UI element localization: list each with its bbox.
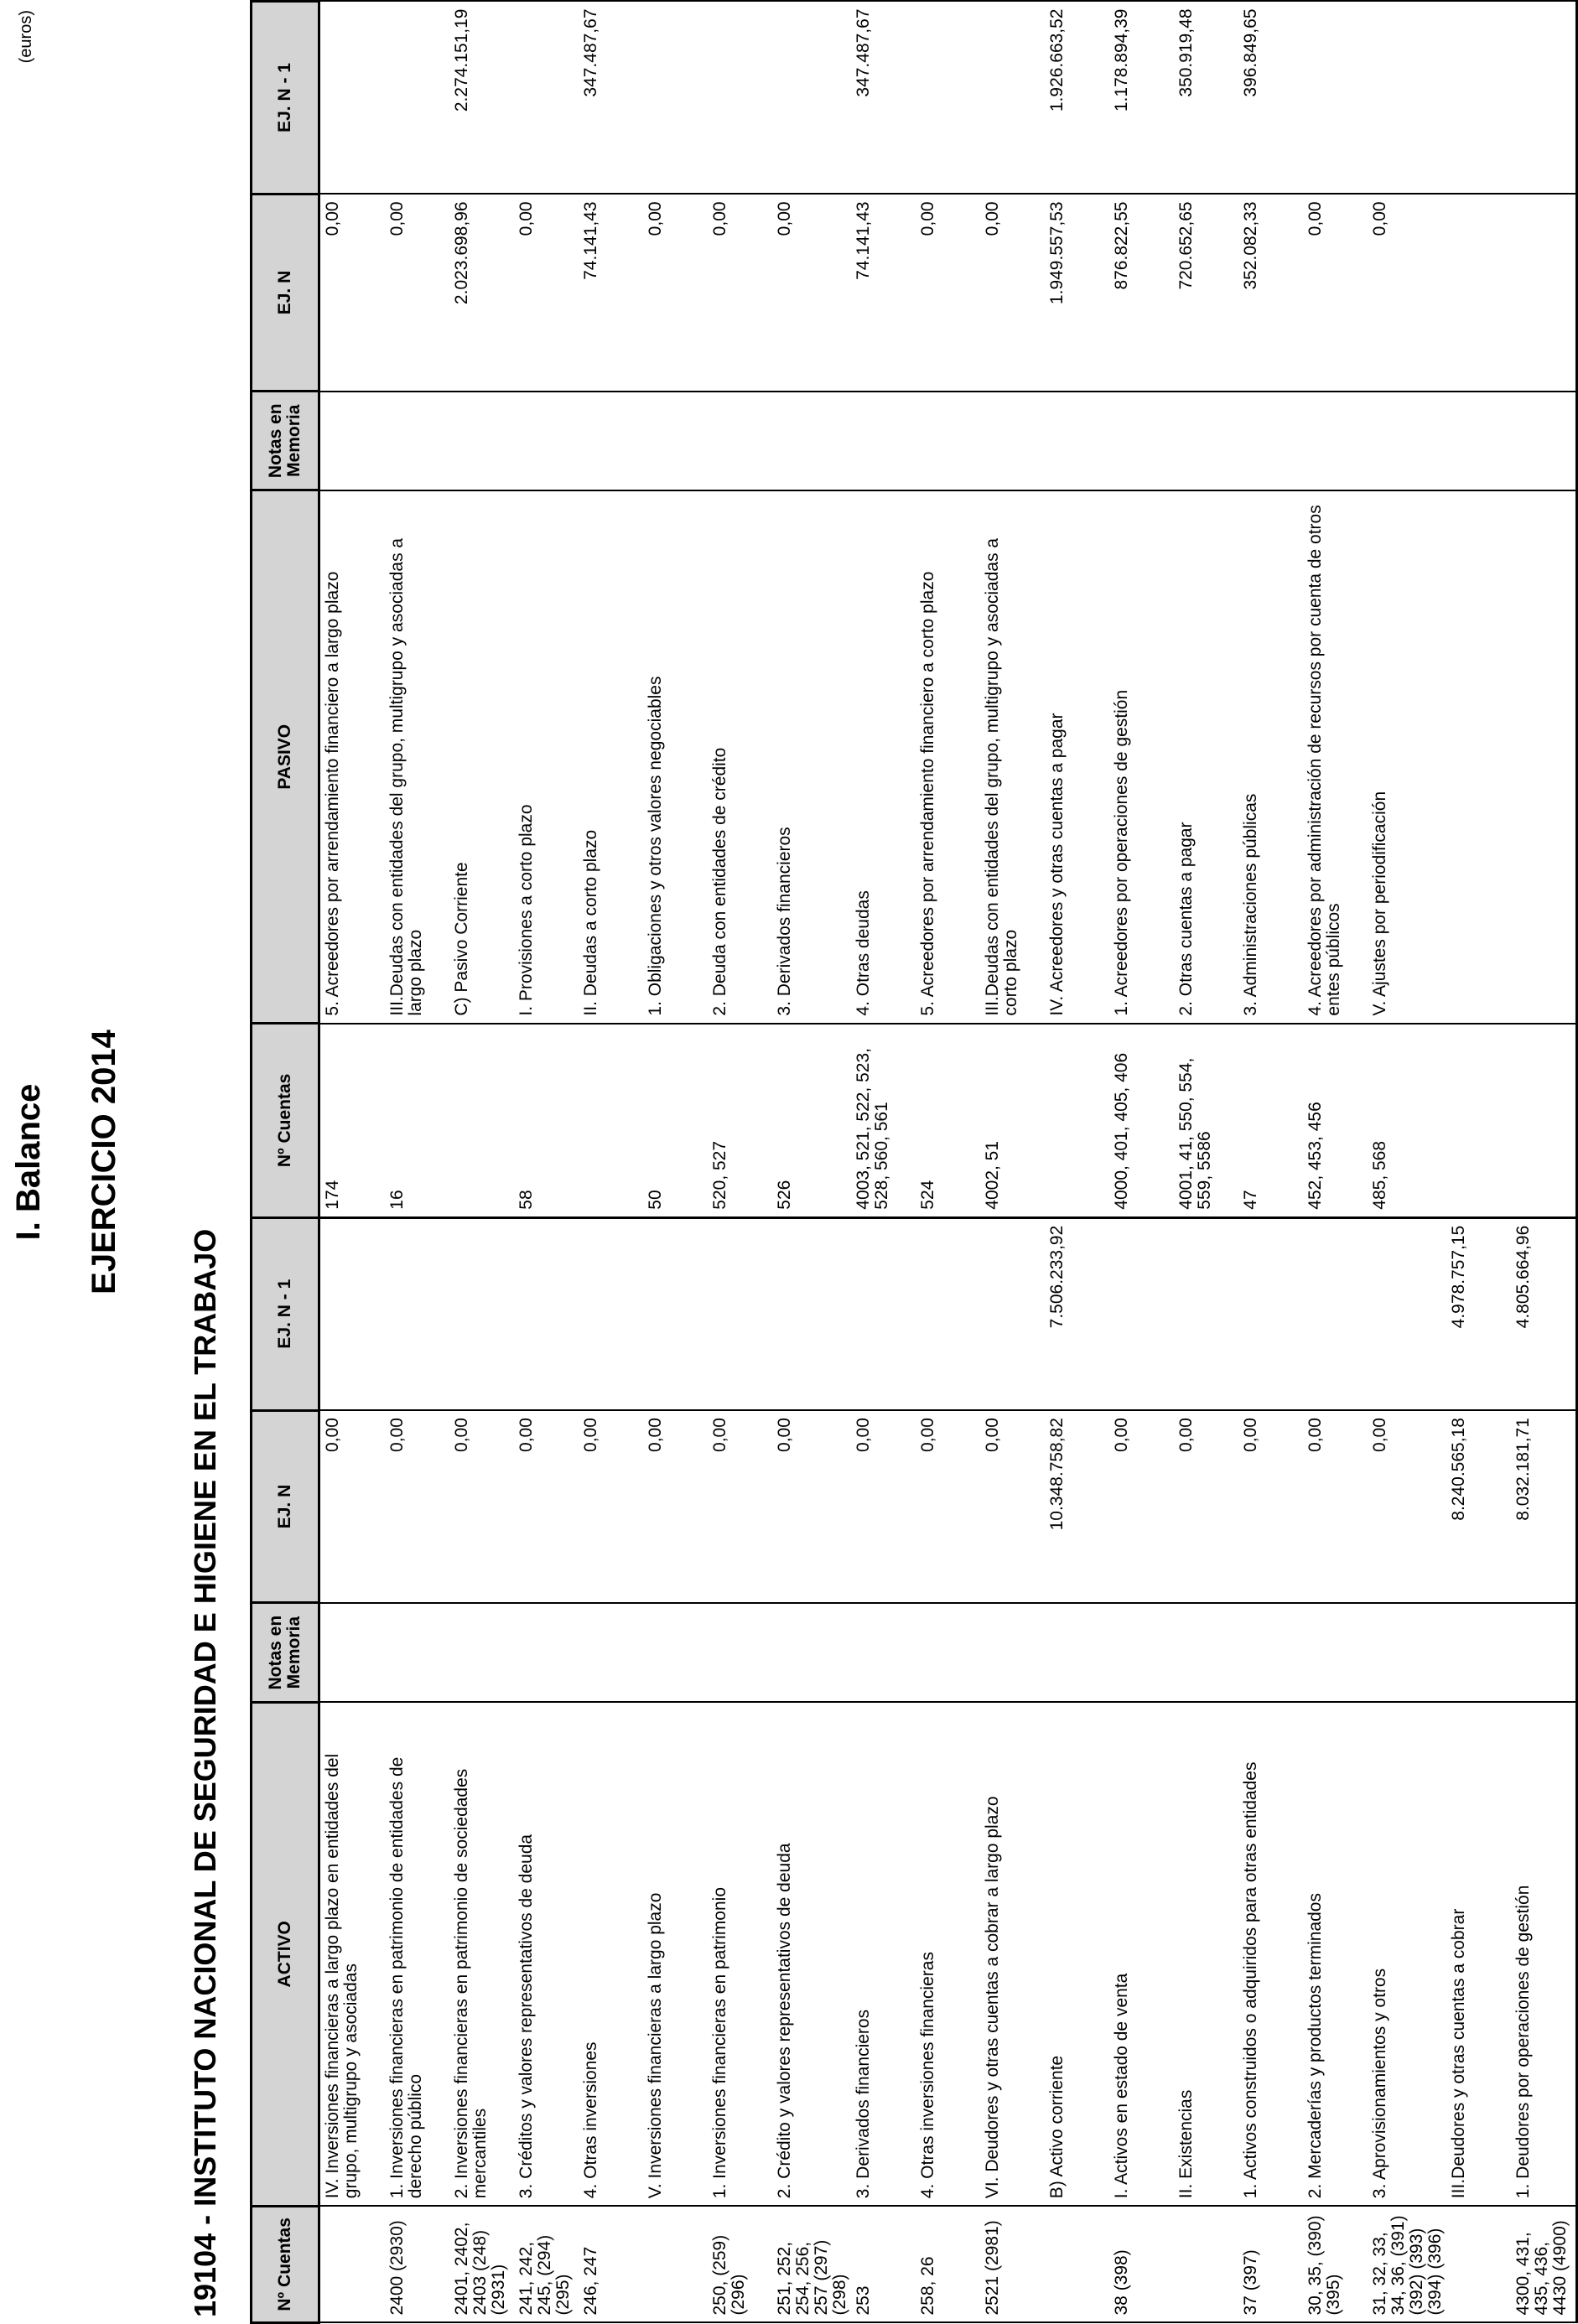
pasivo-ejn-cell: 1.949.557,53: [1045, 194, 1109, 391]
activo-ejn-cell: 0,00: [643, 1410, 708, 1603]
activo-cuentas-cell: 253: [851, 2206, 916, 2322]
pasivo-ejn1-cell: 2.274.151,19: [449, 2, 514, 195]
pasivo-cuentas-cell: 526: [772, 1024, 851, 1218]
pasivo-notas-cell: [1238, 392, 1303, 490]
pasivo-cuentas-cell: [1446, 1024, 1511, 1218]
pasivo-ejn-cell: 0,00: [385, 194, 449, 391]
activo-description-cell: 1. Activos construidos o adquiridos para otras entidades: [1238, 1702, 1303, 2206]
pasivo-description-cell: 4. Otras deudas: [851, 490, 916, 1024]
pasivo-ejn1-cell: 1.178.894,39: [1109, 2, 1174, 195]
activo-ejn-cell: 8.032.181,71: [1511, 1410, 1577, 1603]
pasivo-ejn-cell: 2.023.698,96: [449, 194, 514, 391]
activo-description-cell: IV. Inversiones financieras a largo plazo en entidades del grupo, multigrupo y asociadas: [319, 1702, 386, 2206]
activo-description-cell: V. Inversiones financieras a largo plazo: [643, 1702, 708, 2206]
pasivo-ejn1-cell: [916, 2, 980, 195]
pasivo-cuentas-cell: 4000, 401, 405, 406: [1109, 1024, 1174, 1218]
activo-description-cell: VI. Deudores y otras cuentas a cobrar a largo plazo: [980, 1702, 1045, 2206]
activo-notas-cell: [643, 1603, 708, 1702]
header-activo-cuentas: Nº Cuentas: [252, 2206, 319, 2322]
pasivo-ejn1-cell: [319, 2, 386, 195]
activo-cuentas-cell: 31, 32, 33, 34, 36, (391) (392) (393) (394) (396): [1368, 2206, 1446, 2322]
table-row: [980, 2, 1045, 2323]
activo-ejn-cell: 0,00: [772, 1410, 851, 1603]
activo-ejn-cell: 0,00: [1174, 1410, 1238, 1603]
activo-ejn1-cell: [1238, 1217, 1303, 1410]
pasivo-notas-cell: [385, 392, 449, 490]
pasivo-description-cell: 1. Acreedores por operaciones de gestión: [1109, 490, 1174, 1024]
activo-cuentas-cell: 4300, 431, 435, 436, 4430 (4900): [1511, 2206, 1577, 2322]
pasivo-description-cell: I. Provisiones a corto plazo: [514, 490, 579, 1024]
activo-ejn-cell: 0,00: [449, 1410, 514, 1603]
pasivo-cuentas-cell: 50: [643, 1024, 708, 1218]
pasivo-cuentas-cell: 47: [1238, 1024, 1303, 1218]
pasivo-description-cell: 3. Administraciones públicas: [1238, 490, 1303, 1024]
pasivo-ejn1-cell: [643, 2, 708, 195]
table-row: [579, 2, 643, 2323]
header-pasivo-ejn: EJ. N: [252, 194, 319, 391]
activo-cuentas-cell: 241, 242, 245, (294) (295): [514, 2206, 579, 2322]
pasivo-ejn-cell: [1511, 194, 1577, 391]
activo-ejn-cell: 0,00: [851, 1410, 916, 1603]
activo-description-cell: II. Existencias: [1174, 1702, 1238, 2206]
pasivo-notas-cell: [1045, 392, 1109, 490]
pasivo-description-cell: V. Ajustes por periodificación: [1368, 490, 1446, 1024]
table-row: [1109, 2, 1174, 2323]
activo-ejn-cell: 0,00: [579, 1410, 643, 1603]
pasivo-ejn-cell: 0,00: [1368, 194, 1446, 391]
activo-notas-cell: [1368, 1603, 1446, 1702]
activo-notas-cell: [449, 1603, 514, 1702]
pasivo-notas-cell: [514, 392, 579, 490]
activo-ejn1-cell: [1368, 1217, 1446, 1410]
activo-cuentas-cell: 38 (398): [1109, 2206, 1174, 2322]
pasivo-notas-cell: [916, 392, 980, 490]
activo-notas-cell: [851, 1603, 916, 1702]
pasivo-ejn-cell: 0,00: [916, 194, 980, 391]
pasivo-cuentas-cell: [1045, 1024, 1109, 1218]
pasivo-cuentas-cell: 4001, 41, 550, 554, 559, 5586: [1174, 1024, 1238, 1218]
activo-ejn-cell: 0,00: [916, 1410, 980, 1603]
header-activo: ACTIVO: [252, 1702, 319, 2206]
report-year: EJERCICIO 2014: [86, 1030, 122, 1294]
activo-description-cell: 4. Otras inversiones: [579, 1702, 643, 2206]
pasivo-ejn1-cell: 1.926.663,52: [1045, 2, 1109, 195]
activo-cuentas-cell: [319, 2206, 386, 2322]
pasivo-cuentas-cell: 4003, 521, 522, 523, 528, 560, 561: [851, 1024, 916, 1218]
pasivo-ejn1-cell: 347.487,67: [579, 2, 643, 195]
activo-cuentas-cell: 246, 247: [579, 2206, 643, 2322]
pasivo-cuentas-cell: 16: [385, 1024, 449, 1218]
pasivo-description-cell: II. Deudas a corto plazo: [579, 490, 643, 1024]
table-row: [643, 2, 708, 2323]
pasivo-ejn-cell: 0,00: [643, 194, 708, 391]
activo-cuentas-cell: 30, 35, (390) (395): [1303, 2206, 1368, 2322]
pasivo-notas-cell: [449, 392, 514, 490]
pasivo-ejn-cell: [1446, 194, 1511, 391]
activo-description-cell: 3. Derivados financieros: [851, 1702, 916, 2206]
activo-description-cell: I. Activos en estado de venta: [1109, 1702, 1174, 2206]
pasivo-notas-cell: [980, 392, 1045, 490]
table-row: [449, 2, 514, 2323]
currency-units: (euros): [17, 10, 35, 64]
pasivo-cuentas-cell: 520, 527: [708, 1024, 772, 1218]
pasivo-ejn-cell: 876.822,55: [1109, 194, 1174, 391]
activo-ejn1-cell: [772, 1217, 851, 1410]
activo-ejn-cell: 0,00: [1109, 1410, 1174, 1603]
table-row: [1045, 2, 1109, 2323]
pasivo-ejn1-cell: 347.487,67: [851, 2, 916, 195]
pasivo-description-cell: III.Deudas con entidades del grupo, multigrupo y asociadas a corto plazo: [980, 490, 1045, 1024]
activo-ejn1-cell: 4.978.757,15: [1446, 1217, 1511, 1410]
pasivo-notas-cell: [1446, 392, 1511, 490]
pasivo-ejn-cell: 0,00: [980, 194, 1045, 391]
activo-description-cell: 4. Otras inversiones financieras: [916, 1702, 980, 2206]
activo-notas-cell: [579, 1603, 643, 1702]
pasivo-cuentas-cell: 485, 568: [1368, 1024, 1446, 1218]
activo-description-cell: 2. Inversiones financieras en patrimonio de sociedades mercantiles: [449, 1702, 514, 2206]
activo-description-cell: 1. Inversiones financieras en patrimonio: [708, 1702, 772, 2206]
activo-ejn-cell: 0,00: [319, 1410, 386, 1603]
activo-cuentas-cell: 2401, 2402, 2403 (248) (2931): [449, 2206, 514, 2322]
header-pasivo-cuentas: Nº Cuentas: [252, 1024, 319, 1218]
pasivo-ejn1-cell: 396.849,65: [1238, 2, 1303, 195]
table-row: [514, 2, 579, 2323]
table-row: [385, 2, 449, 2323]
activo-cuentas-cell: 258, 26: [916, 2206, 980, 2322]
activo-notas-cell: [1045, 1603, 1109, 1702]
pasivo-ejn1-cell: [980, 2, 1045, 195]
pasivo-ejn-cell: 0,00: [1303, 194, 1368, 391]
activo-notas-cell: [1303, 1603, 1368, 1702]
activo-ejn-cell: 0,00: [385, 1410, 449, 1603]
pasivo-description-cell: 3. Derivados financieros: [772, 490, 851, 1024]
pasivo-ejn1-cell: [514, 2, 579, 195]
activo-ejn1-cell: [1303, 1217, 1368, 1410]
pasivo-ejn-cell: 0,00: [772, 194, 851, 391]
pasivo-notas-cell: [1511, 392, 1577, 490]
table-row: [708, 2, 772, 2323]
table-row: [1511, 2, 1577, 2323]
pasivo-cuentas-cell: 452, 453, 456: [1303, 1024, 1368, 1218]
activo-cuentas-cell: 251, 252, 254, 256, 257 (297) (298): [772, 2206, 851, 2322]
pasivo-notas-cell: [851, 392, 916, 490]
pasivo-description-cell: 5. Acreedores por arrendamiento financiero a largo plazo: [319, 490, 386, 1024]
pasivo-notas-cell: [772, 392, 851, 490]
pasivo-ejn-cell: 74.141,43: [579, 194, 643, 391]
activo-ejn1-cell: [708, 1217, 772, 1410]
pasivo-cuentas-cell: [1511, 1024, 1577, 1218]
activo-cuentas-cell: [643, 2206, 708, 2322]
pasivo-ejn-cell: 0,00: [514, 194, 579, 391]
activo-notas-cell: [772, 1603, 851, 1702]
activo-description-cell: 2. Mercaderías y productos terminados: [1303, 1702, 1368, 2206]
activo-ejn-cell: 0,00: [708, 1410, 772, 1603]
activo-description-cell: B) Activo corriente: [1045, 1702, 1109, 2206]
activo-cuentas-cell: 37 (397): [1238, 2206, 1303, 2322]
activo-cuentas-cell: [1174, 2206, 1238, 2322]
balance-table: [250, 0, 1578, 2324]
activo-notas-cell: [1238, 1603, 1303, 1702]
pasivo-description-cell: [1511, 490, 1577, 1024]
activo-description-cell: 2. Crédito y valores representativos de deuda: [772, 1702, 851, 2206]
activo-ejn-cell: 0,00: [980, 1410, 1045, 1603]
pasivo-ejn1-cell: [1446, 2, 1511, 195]
header-activo-ejn1: EJ. N - 1: [252, 1217, 319, 1410]
table-row: [1368, 2, 1446, 2323]
activo-notas-cell: [385, 1603, 449, 1702]
table-row: [1238, 2, 1303, 2323]
activo-ejn1-cell: [385, 1217, 449, 1410]
pasivo-ejn-cell: 74.141,43: [851, 194, 916, 391]
activo-description-cell: III.Deudores y otras cuentas a cobrar: [1446, 1702, 1511, 2206]
table-row: [772, 2, 851, 2323]
pasivo-ejn-cell: 0,00: [708, 194, 772, 391]
pasivo-description-cell: [1446, 490, 1511, 1024]
pasivo-description-cell: 1. Obligaciones y otros valores negociables: [643, 490, 708, 1024]
pasivo-description-cell: IV. Acreedores y otras cuentas a pagar: [1045, 490, 1109, 1024]
pasivo-cuentas-cell: [579, 1024, 643, 1218]
pasivo-cuentas-cell: 4002, 51: [980, 1024, 1045, 1218]
activo-cuentas-cell: [1045, 2206, 1109, 2322]
entity-title: 19104 - INSTITUTO NACIONAL DE SEGURIDAD E HIGIENE EN EL TRABAJO: [188, 1228, 222, 2317]
activo-ejn1-cell: [851, 1217, 916, 1410]
activo-description-cell: 1. Deudores por operaciones de gestión: [1511, 1702, 1577, 2206]
pasivo-notas-cell: [1109, 392, 1174, 490]
activo-notas-cell: [1174, 1603, 1238, 1702]
pasivo-ejn1-cell: [1368, 2, 1446, 195]
table-row: [1174, 2, 1238, 2323]
pasivo-notas-cell: [643, 392, 708, 490]
activo-notas-cell: [1109, 1603, 1174, 1702]
pasivo-cuentas-cell: 524: [916, 1024, 980, 1218]
pasivo-ejn-cell: 352.082,33: [1238, 194, 1303, 391]
table-row: [1303, 2, 1368, 2323]
activo-ejn-cell: 0,00: [514, 1410, 579, 1603]
activo-notas-cell: [319, 1603, 386, 1702]
pasivo-notas-cell: [319, 392, 386, 490]
activo-notas-cell: [916, 1603, 980, 1702]
table-header-row: [252, 2, 319, 2323]
activo-ejn-cell: 0,00: [1368, 1410, 1446, 1603]
pasivo-notas-cell: [708, 392, 772, 490]
activo-ejn-cell: 0,00: [1238, 1410, 1303, 1603]
pasivo-cuentas-cell: [449, 1024, 514, 1218]
pasivo-cuentas-cell: 58: [514, 1024, 579, 1218]
header-pasivo: PASIVO: [252, 490, 319, 1024]
pasivo-description-cell: C) Pasivo Corriente: [449, 490, 514, 1024]
activo-ejn1-cell: [980, 1217, 1045, 1410]
pasivo-cuentas-cell: 174: [319, 1024, 386, 1218]
activo-ejn-cell: 0,00: [1303, 1410, 1368, 1603]
table-row: [319, 2, 386, 2323]
table-body: [319, 2, 1577, 2323]
activo-ejn-cell: 8.240.565,18: [1446, 1410, 1511, 1603]
header-activo-ejn: EJ. N: [252, 1410, 319, 1603]
activo-notas-cell: [514, 1603, 579, 1702]
activo-cuentas-cell: 2400 (2930): [385, 2206, 449, 2322]
activo-ejn1-cell: [579, 1217, 643, 1410]
activo-description-cell: 1. Inversiones financieras en patrimonio de entidades de derecho público: [385, 1702, 449, 2206]
activo-cuentas-cell: 250, (259) (296): [708, 2206, 772, 2322]
activo-ejn1-cell: [916, 1217, 980, 1410]
pasivo-ejn-cell: 720.652,65: [1174, 194, 1238, 391]
header-pasivo-ejn1: EJ. N - 1: [252, 2, 319, 195]
activo-notas-cell: [1511, 1603, 1577, 1702]
pasivo-description-cell: 5. Acreedores por arrendamiento financiero a corto plazo: [916, 490, 980, 1024]
activo-cuentas-cell: 2521 (2981): [980, 2206, 1045, 2322]
activo-notas-cell: [708, 1603, 772, 1702]
activo-ejn1-cell: [514, 1217, 579, 1410]
activo-ejn1-cell: [1109, 1217, 1174, 1410]
activo-notas-cell: [1446, 1603, 1511, 1702]
activo-ejn-cell: 10.348.758,82: [1045, 1410, 1109, 1603]
pasivo-ejn1-cell: [1303, 2, 1368, 195]
header-activo-notas: Notas en Memoria: [252, 1603, 319, 1702]
pasivo-notas-cell: [579, 392, 643, 490]
table-row: [851, 2, 916, 2323]
activo-ejn1-cell: [449, 1217, 514, 1410]
table-row: [916, 2, 980, 2323]
activo-ejn1-cell: [1174, 1217, 1238, 1410]
pasivo-ejn1-cell: [385, 2, 449, 195]
report-title: I. Balance: [10, 1083, 47, 1241]
pasivo-ejn1-cell: [772, 2, 851, 195]
pasivo-notas-cell: [1303, 392, 1368, 490]
activo-ejn1-cell: 7.506.233,92: [1045, 1217, 1109, 1410]
pasivo-notas-cell: [1368, 392, 1446, 490]
pasivo-description-cell: 4. Acreedores por administración de recursos por cuenta de otros entes públicos: [1303, 490, 1368, 1024]
activo-cuentas-cell: [1446, 2206, 1511, 2322]
activo-description-cell: 3. Aprovisionamientos y otros: [1368, 1702, 1446, 2206]
pasivo-notas-cell: [1174, 392, 1238, 490]
pasivo-description-cell: 2. Deuda con entidades de crédito: [708, 490, 772, 1024]
pasivo-ejn1-cell: 350.919,48: [1174, 2, 1238, 195]
activo-description-cell: 3. Créditos y valores representativos de deuda: [514, 1702, 579, 2206]
activo-ejn1-cell: 4.805.664,96: [1511, 1217, 1577, 1410]
pasivo-ejn-cell: 0,00: [319, 194, 386, 391]
pasivo-ejn1-cell: [1511, 2, 1577, 195]
activo-ejn1-cell: [643, 1217, 708, 1410]
activo-notas-cell: [980, 1603, 1045, 1702]
activo-ejn1-cell: [319, 1217, 386, 1410]
pasivo-description-cell: III.Deudas con entidades del grupo, multigrupo y asociadas a largo plazo: [385, 490, 449, 1024]
pasivo-ejn1-cell: [708, 2, 772, 195]
pasivo-description-cell: 2. Otras cuentas a pagar: [1174, 490, 1238, 1024]
header-pasivo-notas: Notas en Memoria: [252, 392, 319, 490]
table-row: [1446, 2, 1511, 2323]
